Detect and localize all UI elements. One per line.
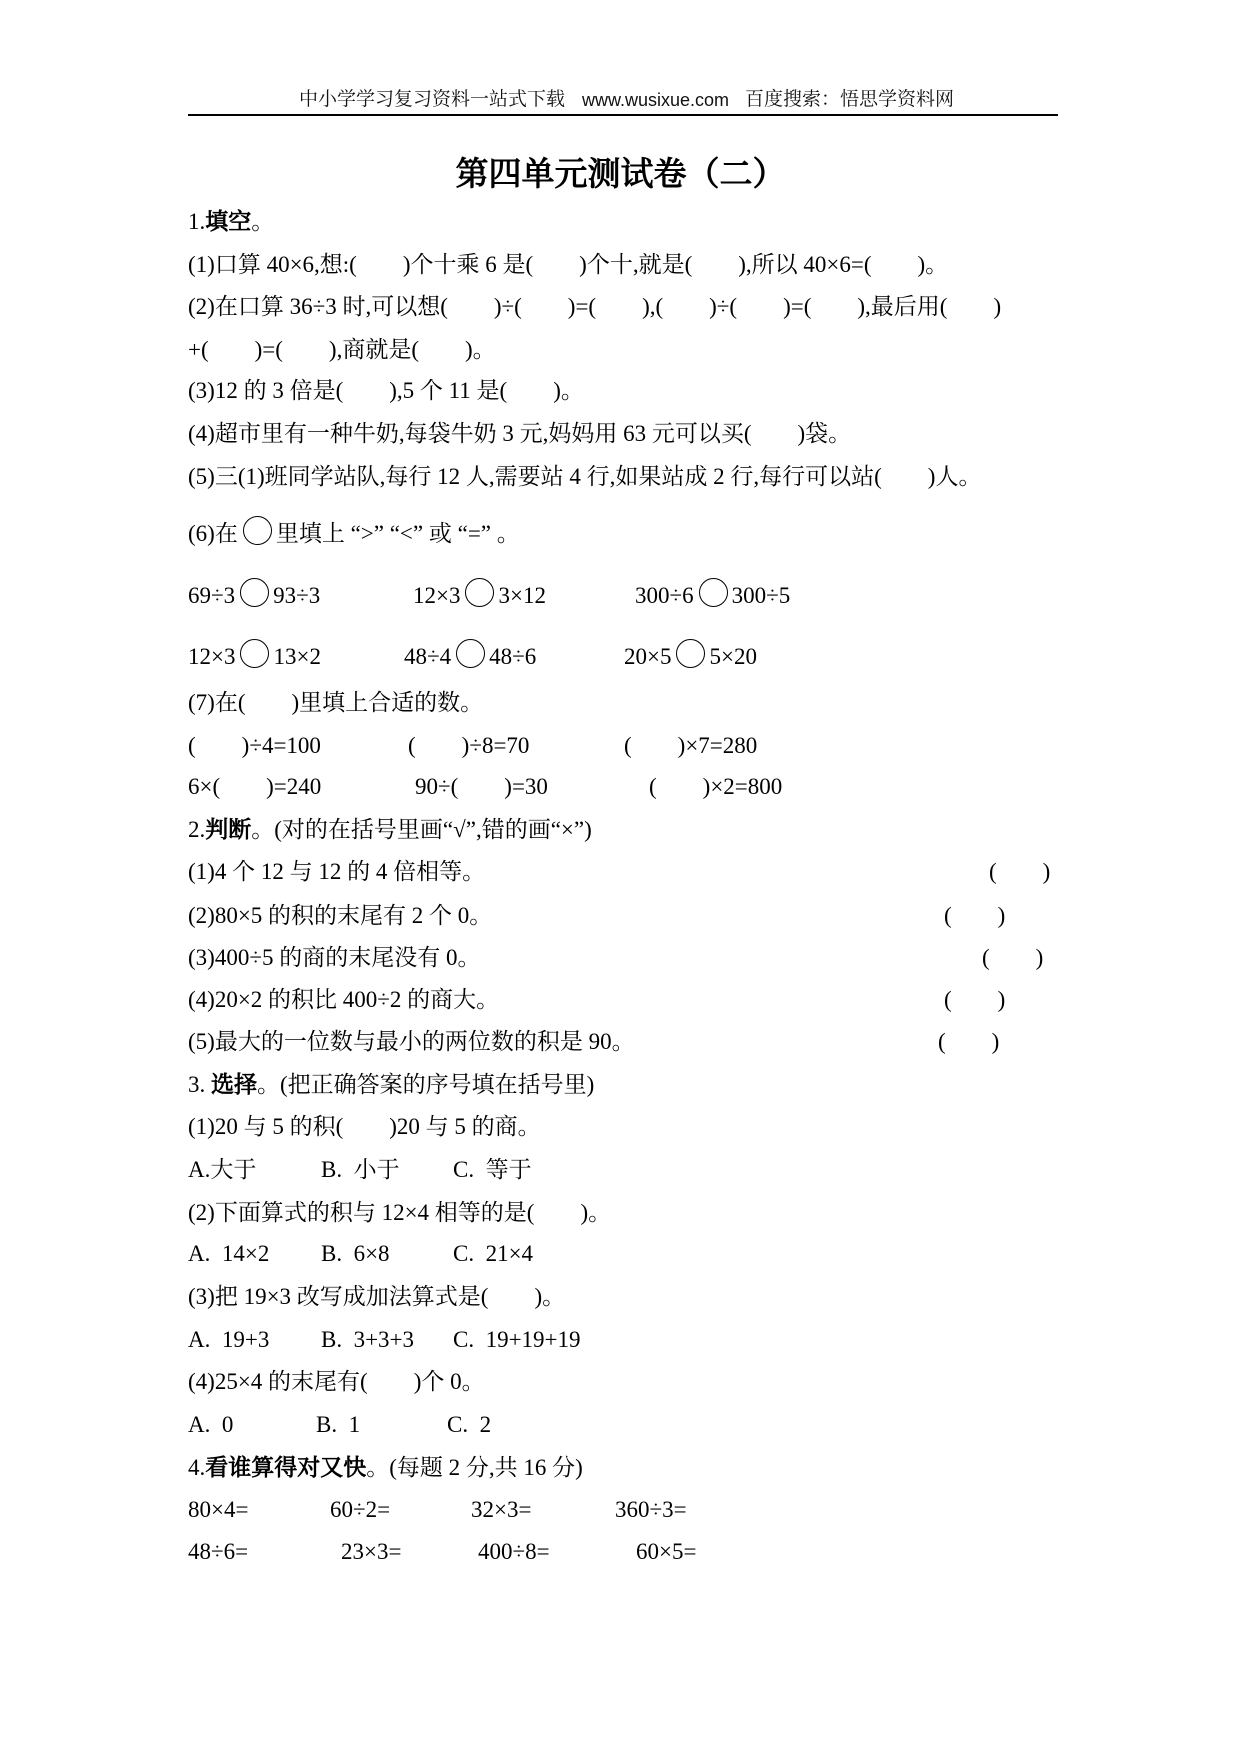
header-divider (188, 114, 1058, 116)
comparison-circle-icon (676, 639, 705, 668)
calculation-item: 80×4= (188, 1497, 249, 1522)
comparison-left: 20×5 (624, 644, 672, 669)
answer-blank: ( ) (982, 945, 1044, 970)
calculation-item: 360÷3= (615, 1497, 687, 1522)
comparison-item (188, 639, 321, 671)
calculation-item: 48÷6= (188, 1539, 249, 1564)
answer-blank: ( ) (944, 987, 1006, 1012)
choice-option-c: C. 等于 (453, 1157, 532, 1182)
equation-item: ( )×7=280 (624, 733, 758, 758)
answer-blank: ( ) (938, 1029, 1000, 1054)
section-instructions: 。(把正确答案的序号填在括号里) (257, 1072, 595, 1097)
comparison-left: 300÷6 (635, 583, 694, 608)
comparison-circle-icon (240, 578, 269, 607)
comparison-right: 5×20 (709, 644, 757, 669)
choice-question-stem: (4)25×4 的末尾有( )个 0。 (188, 1369, 485, 1394)
comparison-circle-icon (240, 639, 269, 668)
comparison-circle-icon (243, 516, 272, 545)
comparison-right: 300÷5 (731, 583, 791, 608)
page-title: 第四单元测试卷（二） (455, 157, 786, 193)
comparison-item (635, 578, 790, 610)
section-instructions: 。(对的在括号里画“√”,错的画“×”) (251, 817, 592, 842)
judgment-statement: (3)400÷5 的商的末尾没有 0。 (188, 945, 481, 970)
judgment-statement: (2)80×5 的积的末尾有 2 个 0。 (188, 903, 493, 928)
calculation-item: 60÷2= (330, 1497, 391, 1522)
section-instructions: 。(每题 2 分,共 16 分) (366, 1455, 583, 1480)
judgment-statement: (5)最大的一位数与最小的两位数的积是 90。 (188, 1029, 635, 1054)
equation-item: ( )×2=800 (649, 774, 783, 799)
question-4: (4)超市里有一种牛奶,每袋牛奶 3 元,妈妈用 63 元可以买( )袋。 (188, 421, 852, 446)
section-title: 看谁算得对又快 (205, 1455, 367, 1480)
header-site-slogan: 中小学学习复习资料一站式下载 (299, 89, 566, 110)
section-number: 3. (188, 1072, 211, 1097)
choice-option-b: B. 3+3+3 (321, 1327, 415, 1352)
equation-item: 6×( )=240 (188, 774, 322, 799)
comparison-left: 12×3 (188, 644, 236, 669)
comparison-left: 48÷4 (404, 644, 452, 669)
section-title: 判断 (205, 817, 252, 842)
judgment-statement: (4)20×2 的积比 400÷2 的商大。 (188, 987, 500, 1012)
choice-question-stem: (3)把 19×3 改写成加法算式是( )。 (188, 1284, 566, 1309)
judgment-statement: (1)4 个 12 与 12 的 4 倍相等。 (188, 859, 486, 884)
answer-blank: ( ) (989, 859, 1051, 884)
question-6-suffix: 里填上 “>” “<” 或 “=” 。 (275, 521, 520, 546)
equation-item: ( )÷8=70 (408, 733, 530, 758)
question-6-prefix: (6)在 (188, 521, 238, 546)
comparison-item (624, 639, 757, 671)
section-number: 1. (188, 209, 206, 234)
choice-option-a: A. 0 (188, 1412, 234, 1437)
question-1: (1)口算 40×6,想:( )个十乘 6 是( )个十,就是( ),所以 40×6=( )。 (188, 252, 949, 277)
calculation-item: 60×5= (636, 1539, 697, 1564)
choice-option-b: B. 1 (316, 1412, 361, 1437)
question-6 (188, 516, 520, 548)
comparison-right: 3×12 (498, 583, 546, 608)
choice-option-a: A.大于 (188, 1157, 257, 1182)
comparison-right: 93÷3 (273, 583, 321, 608)
section-number: 2. (188, 817, 206, 842)
calculation-item: 400÷8= (478, 1539, 550, 1564)
equation-item: 90÷( )=30 (415, 774, 548, 799)
comparison-circle-icon (456, 639, 485, 668)
question-5: (5)三(1)班同学站队,每行 12 人,需要站 4 行,如果站成 2 行,每行可以站( )人。 (188, 464, 982, 489)
section-title: 选择 (211, 1072, 257, 1097)
question-2-line-2: +( )=( ),商就是( )。 (188, 337, 496, 362)
comparison-item (188, 578, 320, 610)
choice-option-b: B. 6×8 (321, 1241, 390, 1266)
equation-item: ( )÷4=100 (188, 733, 321, 758)
comparison-left: 12×3 (413, 583, 461, 608)
section-number: 4. (188, 1455, 206, 1480)
question-7: (7)在( )里填上合适的数。 (188, 690, 484, 715)
section-heading (188, 1452, 583, 1484)
question-2-line-1: (2)在口算 36÷3 时,可以想( )÷( )=( ),( )÷( )=( ),最后用( ) (188, 294, 1002, 319)
comparison-right: 48÷6 (489, 644, 537, 669)
choice-option-a: A. 14×2 (188, 1241, 270, 1266)
question-3: (3)12 的 3 倍是( ),5 个 11 是( )。 (188, 378, 584, 403)
comparison-right: 13×2 (273, 644, 321, 669)
header-site-url: www.wusixue.com (582, 90, 730, 110)
section-title-suffix: 。 (251, 209, 275, 234)
comparison-circle-icon (699, 578, 728, 607)
section-heading (188, 1069, 594, 1101)
comparison-item (404, 639, 536, 671)
answer-blank: ( ) (944, 903, 1006, 928)
choice-question-stem: (2)下面算式的积与 12×4 相等的是( )。 (188, 1200, 612, 1225)
choice-option-a: A. 19+3 (188, 1327, 270, 1352)
calculation-item: 23×3= (341, 1539, 402, 1564)
section-heading (188, 814, 592, 846)
comparison-item (413, 578, 546, 610)
choice-option-b: B. 小于 (321, 1157, 400, 1182)
choice-option-c: C. 2 (447, 1412, 492, 1437)
section-title: 填空 (205, 209, 252, 234)
calculation-item: 32×3= (471, 1497, 532, 1522)
choice-option-c: C. 19+19+19 (453, 1327, 581, 1352)
section-heading (188, 206, 274, 238)
choice-question-stem: (1)20 与 5 的积( )20 与 5 的商。 (188, 1114, 541, 1139)
choice-option-c: C. 21×4 (453, 1241, 534, 1266)
comparison-circle-icon (465, 578, 494, 607)
comparison-left: 69÷3 (188, 583, 236, 608)
header-search-hint: 百度搜索：悟思学资料网 (745, 89, 955, 110)
